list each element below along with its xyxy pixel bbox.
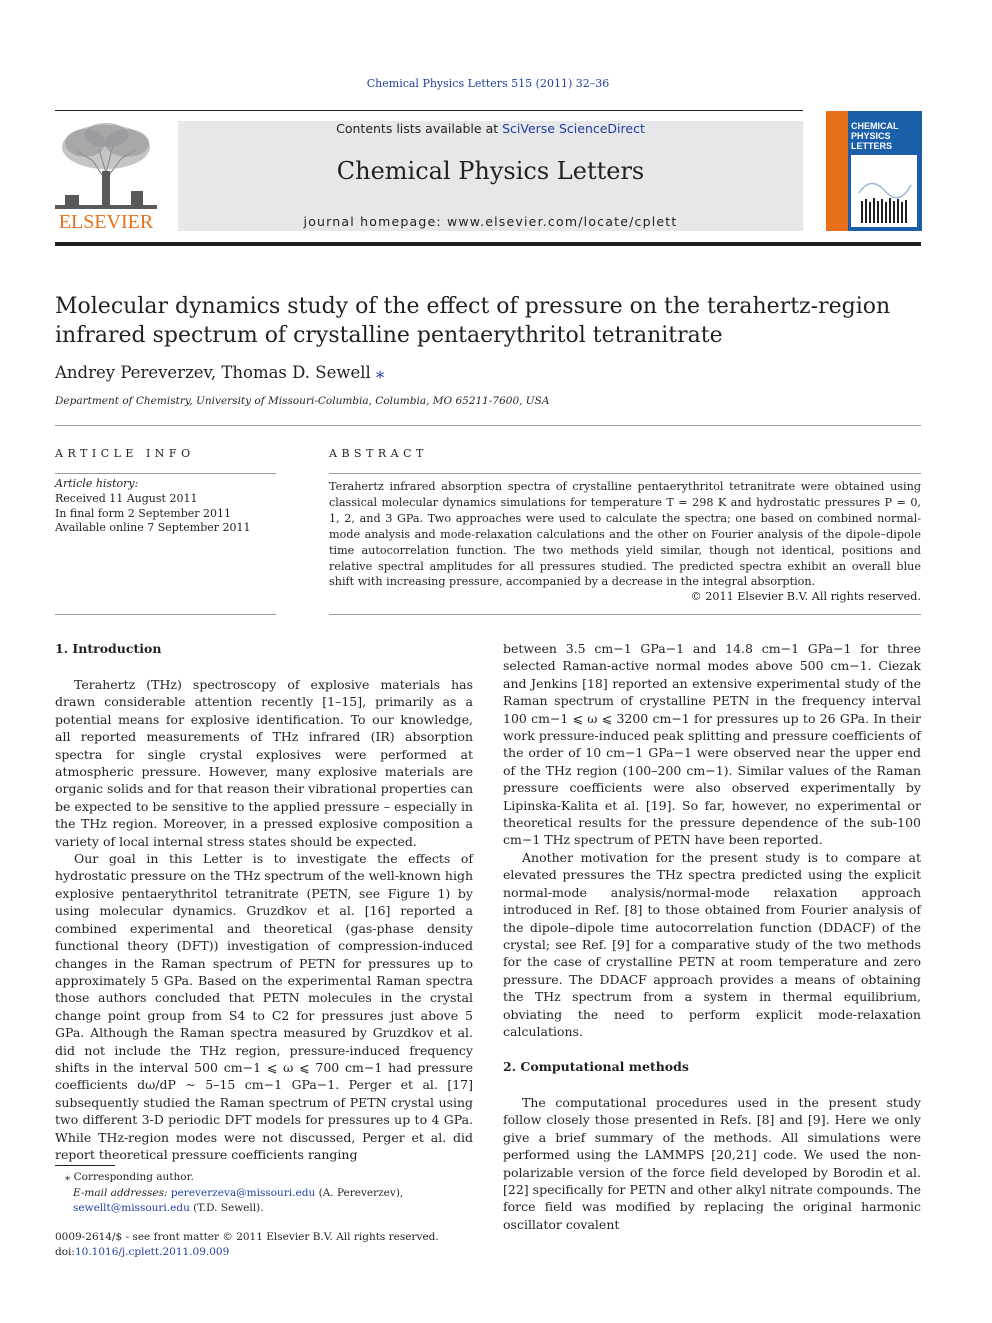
email-label: E-mail addresses: [73, 1186, 168, 1199]
title-line-2: infrared spectrum of crystalline pentaerythritol tetranitrate [55, 323, 723, 348]
article-history [55, 477, 276, 536]
paragraph: Our goal in this Letter is to investigate the effects of hydrostatic pressure on the THz spectrum of the well-known high explosive pentaerythritol tetranitrate (PETN, see Figure 1) by using molecular dynamics. Gruzdkov et al. [16] reported a combined experimental and theoretical (gas-phase density functional theory (DFT)) investigation of compression-induced changes in the Raman spectrum of PETN for pressures up to approximately 5 GPa. Based on the experimental Raman spectra those authors concluded that PETN molecules in the crystal change point group from S4 to C2 for pressures just above 5 GPa. Although the Raman spectra measured by Gruzdkov et al. did not include the THz region, pressure-induced frequency shifts in the interval 500 cm−1 ⩽ ω ⩽ 700 cm−1 had pressure coefficients dω/dP ∼ 5–15 cm−1 GPa−1. Perger et al. [17] subsequently studied the Raman spectrum of PETN crystal using two different 3-D periodic DFT models for pressures up to 4 GPa. While THz-region modes were not discussed, Perger et al. did report theoretical pressure coefficients ranging [55, 851, 473, 1162]
article-info-heading: ARTICLE INFO [55, 447, 195, 460]
publisher-logo[interactable] [55, 121, 157, 233]
journal-homepage[interactable]: journal homepage: www.elsevier.com/locate/cplett [303, 214, 678, 229]
right-column-lower [503, 1094, 921, 1233]
journal-name: Chemical Physics Letters [336, 157, 645, 185]
history-label: Article history: [55, 477, 139, 490]
cover-title-line: LETTERS [851, 141, 893, 151]
doi-line [55, 1245, 439, 1260]
copyright: © 2011 Elsevier B.V. All rights reserved. [690, 590, 921, 603]
header-rule [55, 242, 921, 246]
cover-title [851, 121, 921, 151]
journal-header [178, 121, 803, 231]
right-column [503, 640, 921, 1040]
footnote-mark: ⁎ [65, 1171, 71, 1183]
online-date: Available online 7 September 2011 [55, 521, 251, 535]
email-note [55, 1186, 473, 1217]
section-heading-computational-methods: 2. Computational methods [503, 1059, 689, 1074]
top-rule [55, 110, 803, 111]
final-form-date: In final form 2 September 2011 [55, 506, 232, 520]
paragraph: The computational procedures used in the present study follow closely those presented in Refs. [8] and [9]. Here we only give a brief summary of the methods. All simulations were performed using the LAMMPS [20,21] code. We used the non-polarizable version of the force field developed by Borodin et al. [22] specifically for PETN and other alkyl nitrate compounds. The force field was modified by replacing the original harmonic oscillator covalent [503, 1095, 921, 1232]
paragraph: between 3.5 cm−1 GPa−1 and 14.8 cm−1 GPa−1 for three selected Raman-active normal modes above 500 cm−1. Ciezak and Jenkins [18] reported an extensive experimental study of the Raman spectrum of crystalline PETN in the frequency interval 100 cm−1 ⩽ ω ⩽ 3200 cm−1 for pressures up to 26 GPa. In their work pressure-induced peak splitting and pressure coefficients of the order of 10 cm−1 GPa−1 were observed near the upper end of the THz region (100–200 cm−1). Similar values of the Raman pressure coefficients were also observed experimentally by Lipinska-Kalita et al. [19]. So far, however, no experimental or theoretical results for the pressure dependence of the sub-100 cm−1 THz spectrum of PETN have been reported. [503, 641, 921, 848]
corresponding-author-mark[interactable]: ⁎ [376, 363, 385, 382]
cover-title-line: PHYSICS [851, 131, 891, 141]
cover-title-line: CHEMICAL [851, 121, 899, 131]
doi-link[interactable]: 10.1016/j.cplett.2011.09.009 [74, 1245, 230, 1258]
doi-prefix: doi: [55, 1245, 75, 1258]
received-date: Received 11 August 2011 [55, 491, 198, 505]
left-column [55, 676, 473, 1163]
section-heading-introduction: 1. Introduction [55, 641, 162, 656]
abstract-heading: ABSTRACT [329, 447, 428, 460]
paragraph: Another motivation for the present study is to compare at elevated pressures the THz spectra predicted using the explicit normal-mode analysis/normal-mode relaxation approach introduced in Ref. [8] to those obtained from Fourier analysis of the dipole–dipole time autocorrelation function (DDACF) of the crystal; see Ref. [9] for a comparative study of the two methods for the case of crystalline PETN at room temperature and zero pressure. The DDACF approach provides a means of obtaining the THz spectrum from a system in thermal equilibrium, obviating the need to perform explicit mode-relaxation calculations. [503, 849, 921, 1039]
affiliation: Department of Chemistry, University of Missouri-Columbia, Columbia, MO 65211-7600, USA [55, 395, 550, 407]
divider [55, 614, 276, 615]
sciencedirect-link[interactable]: SciVerse ScienceDirect [502, 121, 645, 136]
journal-reference[interactable]: Chemical Physics Letters 515 (2011) 32–36 [366, 77, 610, 90]
cover-stripe [826, 111, 848, 231]
email-owner-1: (A. Pereverzev), [318, 1186, 404, 1199]
cover-graphic-icon [851, 155, 917, 227]
issn-line: 0009-2614/$ - see front matter © 2011 Elsevier B.V. All rights reserved. [55, 1231, 439, 1243]
contents-prefix: Contents lists available at [336, 121, 503, 136]
email-link-1[interactable]: pereverzeva@missouri.edu [170, 1186, 316, 1199]
email-owner-2: (T.D. Sewell). [193, 1202, 264, 1214]
title-line-1: Molecular dynamics study of the effect of pressure on the terahertz-region [55, 294, 891, 319]
journal-cover[interactable] [826, 111, 922, 231]
elsevier-wordmark: ELSEVIER [58, 211, 154, 233]
corresponding-author-note [55, 1170, 473, 1186]
footnote-rule [55, 1165, 115, 1166]
author-names: Andrey Pereverzev, Thomas D. Sewell [55, 363, 371, 382]
bottom-info [55, 1230, 439, 1259]
article-title [55, 292, 915, 350]
divider [329, 473, 921, 474]
footnotes [55, 1170, 473, 1217]
abstract-text: Terahertz infrared absorption spectra of crystalline pentaerythritol tetranitrate were obtained using classical molecular dynamics simulations for temperature T = 298 K and hydrostatic pressures P = 0, 1, 2, and 3 GPa. Two approaches were used to calculate the spectra; one based on combined normal-mode analysis and mode-relaxation calculations and the other on Fourier analysis of the dipole–dipole time autocorrelation function. The two methods yield similar, though not identical, positions and relative spectral amplitudes for all pressures studied. The predicted spectra exhibit an overall blue shift with increasing pressure, accompanied by a decrease in the integral absorption. [329, 480, 921, 589]
email-link-2[interactable]: sewellt@missouri.edu [73, 1202, 190, 1214]
divider [55, 473, 276, 474]
footnote-text: Corresponding author. [73, 1171, 194, 1183]
divider [329, 614, 921, 615]
divider [55, 425, 921, 426]
elsevier-tree-icon [55, 121, 157, 209]
paragraph: Terahertz (THz) spectroscopy of explosive materials has drawn considerable attention recently [1–15], primarily as a potential means for explosive identification. To our knowledge, all reported measurements of THz infrared (IR) absorption spectra for single crystal explosives were performed at atmospheric pressure. However, many explosive materials are organic solids and for that reason their vibrational properties can be expected to be sensitive to the applied pressure – especially in the THz region. Moreover, in a pressed explosive composition a variety of local internal stress states should be expected. [55, 677, 473, 849]
contents-line [178, 121, 803, 136]
authors [55, 363, 384, 382]
